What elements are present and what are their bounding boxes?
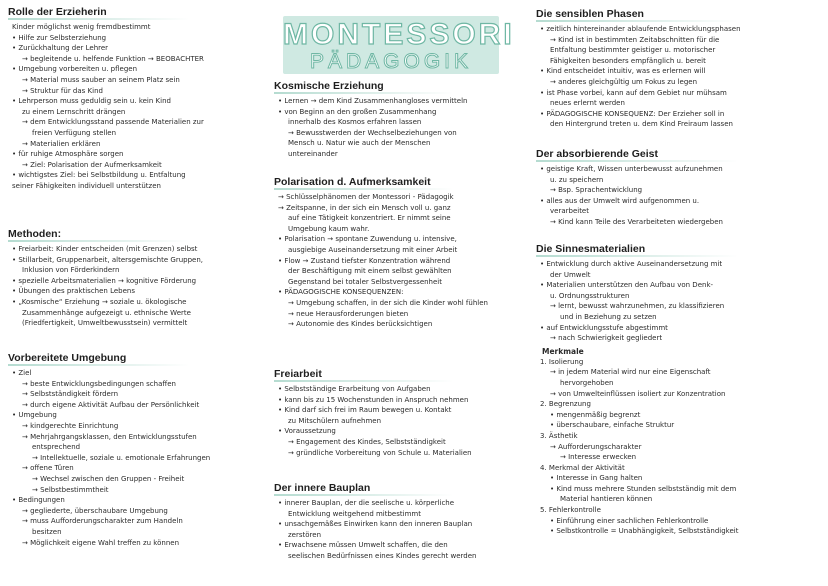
title-banner bbox=[283, 16, 515, 74]
note-line: • PÄDAGOGISCHE KONSEQUENZEN: bbox=[278, 288, 404, 297]
note-line: • Erwachsene müssen Umwelt schaffen, die den bbox=[278, 541, 448, 550]
section-heading: Rolle der Erzieherin bbox=[8, 6, 266, 20]
note-line: → nach Schwierigkeit gegliedert bbox=[550, 334, 663, 343]
note-line: → Bewusstwerden der Wechselbeziehungen von bbox=[288, 128, 457, 137]
note-line: • innerer Bauplan, der die seelische u. körperliche bbox=[278, 499, 455, 507]
note-line: → Materialien erklären bbox=[22, 139, 101, 148]
note-line: → offene Türen bbox=[22, 464, 74, 473]
note-line: • Kind muss mehrere Stunden selbstständig mit dem bbox=[550, 484, 737, 493]
note-line: • Zurückhaltung der Lehrer bbox=[12, 44, 109, 53]
note-line: • spezielle Arbeitsmaterialien → kognitive Förderung bbox=[12, 276, 197, 285]
note-line: u. Ordnungsstrukturen bbox=[550, 291, 630, 300]
note-line: • Selbstkontrolle = Unabhängigkeit, Selbstständigkeit bbox=[550, 527, 739, 536]
note-line: • auf Entwicklungsstufe abgestimmt bbox=[540, 323, 668, 332]
note-line: • Selbstständige Erarbeitung von Aufgaben bbox=[278, 385, 431, 393]
section-rolle-erzieherin bbox=[8, 6, 266, 192]
note-line: untereinander bbox=[288, 149, 338, 158]
section-absorbierender-geist bbox=[536, 148, 824, 228]
note-line: • Ziel bbox=[12, 369, 32, 377]
note-line: freien Verfügung stellen bbox=[32, 128, 117, 137]
note-line: Inklusion von Förderkindern bbox=[22, 266, 120, 275]
note-line: → von Umwelteinflüssen isoliert zur Konzentration bbox=[550, 389, 726, 398]
note-line: • Bedingungen bbox=[12, 496, 65, 505]
section-sinnesmaterialien bbox=[536, 243, 824, 537]
note-line: • Hilfe zur Selbsterziehung bbox=[12, 33, 107, 42]
note-line: zerstören bbox=[288, 530, 322, 539]
note-line: → Wechsel zwischen den Gruppen - Freiheit bbox=[32, 474, 185, 483]
note-line: Umgebung kaum wahr. bbox=[288, 224, 370, 233]
note-line: → kindgerechte Einrichtung bbox=[22, 421, 119, 430]
section-sensible-phasen bbox=[536, 8, 824, 130]
note-line: • Umgebung bbox=[12, 411, 57, 420]
note-line: → Umgebung schaffen, in der sich die Kinder wohl fühlen bbox=[288, 298, 488, 307]
note-line: • Umgebung vorbereiten u. pflegen bbox=[12, 65, 138, 74]
section-heading: Die sensiblen Phasen bbox=[536, 8, 824, 22]
note-line: → in jedem Material wird nur eine Eigenschaft bbox=[550, 368, 711, 377]
note-line: • Lehrperson muss geduldig sein u. kein Kind bbox=[12, 97, 171, 106]
section-heading: Die Sinnesmaterialien bbox=[536, 243, 824, 257]
note-line: → Bsp. Sprachentwicklung bbox=[550, 186, 643, 195]
note-line: • PÄDAGOGISCHE KONSEQUENZ: Der Erzieher soll in bbox=[540, 109, 725, 118]
note-line: → Möglichkeit eigene Wahl treffen zu können bbox=[22, 538, 180, 547]
section-heading: Methoden: bbox=[8, 228, 266, 242]
note-line: entsprechend bbox=[32, 443, 81, 452]
note-line: → Material muss sauber an seinem Platz sein bbox=[22, 75, 180, 84]
note-line: zu einem Lernschritt drängen bbox=[22, 107, 126, 116]
note-line: seelischen Bedürfnissen eines Kindes gerecht werden bbox=[288, 551, 477, 560]
note-line: • geistige Kraft, Wissen unterbewusst aufzunehmen bbox=[540, 165, 723, 173]
note-line: neues erlernt werden bbox=[550, 99, 625, 108]
note-line: → neue Herausforderungen bieten bbox=[288, 309, 409, 318]
title-paedagogik: PÄDAGOGIK bbox=[309, 50, 473, 73]
note-line: verarbeitet bbox=[550, 207, 589, 216]
title-montessori: MONTESSORI bbox=[283, 18, 515, 51]
note-line: • Einführung einer sachlichen Fehlerkontrolle bbox=[550, 516, 709, 525]
note-line: • Freiarbeit: Kinder entscheiden (mit Grenzen) selbst bbox=[12, 245, 198, 253]
note-line: → Kind kann Teile des Verarbeiteten wiedergeben bbox=[550, 217, 723, 226]
note-line: → dem Entwicklungsstand passende Materialien zur bbox=[22, 118, 204, 127]
note-line: • Voraussetzung bbox=[278, 427, 336, 436]
note-line: → Intellektuelle, soziale u. emotionale Erfahrungen bbox=[32, 453, 211, 462]
note-line: → Selbstständigkeit fördern bbox=[22, 390, 119, 399]
section-innerer-bauplan bbox=[274, 482, 530, 562]
note-line: zu Mitschülern aufnehmen bbox=[288, 416, 382, 425]
section-polarisation bbox=[274, 176, 530, 330]
note-line: Gegenstand bei totaler Selbstvergessenheit bbox=[288, 277, 442, 286]
note-line: • Polarisation → spontane Zuwendung u. intensive, bbox=[278, 235, 457, 244]
note-line: • von Beginn an den großen Zusammenhang bbox=[278, 107, 437, 116]
note-line: Mensch u. Natur wie auch der Menschen bbox=[288, 139, 431, 148]
note-line: Material hantieren können bbox=[560, 495, 653, 504]
note-line: • alles aus der Umwelt wird aufgenommen u. bbox=[540, 196, 700, 205]
note-line: • Kind darf sich frei im Raum bewegen u. Kontakt bbox=[278, 406, 452, 415]
note-line: • zeitlich hintereinander ablaufende Entwicklungsphasen bbox=[540, 25, 741, 33]
note-line: seiner Fähigkeiten individuell unterstützen bbox=[12, 181, 161, 190]
note-line: Zusammenhänge aufgezeigt u. ethnische Werte bbox=[22, 308, 191, 317]
note-line: → Engagement des Kindes, Selbstständigkeit bbox=[288, 437, 446, 446]
note-line: → Aufforderungscharakter bbox=[550, 442, 642, 451]
note-line: der Beschäftigung mit einem selbst gewählten bbox=[288, 267, 452, 276]
section-heading: Polarisation d. Aufmerksamkeit bbox=[274, 176, 530, 190]
note-line: • Lernen → dem Kind Zusammenhangloses vermitteln bbox=[278, 97, 468, 105]
note-line: → beste Entwicklungsbedingungen schaffen bbox=[22, 379, 176, 388]
note-line: • ist Phase vorbei, kann auf dem Gebiet nur mühsam bbox=[540, 88, 727, 97]
note-line: • unsachgemäßes Einwirken kann den inneren Bauplan bbox=[278, 520, 473, 529]
section-heading: Vorbereitete Umgebung bbox=[8, 352, 266, 366]
note-line: Entwicklung weitgehend mitbestimmt bbox=[288, 509, 421, 518]
note-line: 5. Fehlerkontrolle bbox=[540, 506, 601, 515]
note-line: → begleitende u. helfende Funktion → BEOBACHTER bbox=[22, 54, 204, 63]
note-line: (Friedfertigkeit, Umweltbewusstsein) vermittelt bbox=[22, 319, 188, 328]
note-line: → Interesse erwecken bbox=[560, 453, 637, 462]
note-line: auf eine Tätigkeit konzentriert. Er nimmt seine bbox=[288, 214, 451, 223]
note-line: und in Beziehung zu setzen bbox=[560, 312, 657, 321]
section-heading: Kosmische Erziehung bbox=[274, 80, 530, 94]
note-line: → Mehrjahrgangsklassen, den Entwicklungsstufen bbox=[22, 432, 197, 441]
note-line: → durch eigene Aktivität Aufbau der Persönlichkeit bbox=[22, 400, 200, 409]
note-line: 2. Begrenzung bbox=[540, 400, 591, 409]
note-line: • wichtigstes Ziel: bei Selbstbildung u. Entfaltung bbox=[12, 171, 186, 180]
note-line: • für ruhige Atmosphäre sorgen bbox=[12, 150, 124, 159]
note-line: → gegliederte, überschaubare Umgebung bbox=[22, 506, 168, 515]
section-vorbereitete-umgebung bbox=[8, 352, 266, 548]
note-line: den Hintergrund treten u. dem Kind Freiraum lassen bbox=[550, 120, 733, 129]
note-line: 3. Ästhetik bbox=[540, 431, 578, 440]
section-methoden bbox=[8, 228, 266, 329]
note-line: • Kind entscheidet intuitiv, was es erlernen will bbox=[540, 67, 706, 76]
note-line: Entfaltung bestimmter geistiger u. motorischer bbox=[550, 46, 716, 55]
note-line: • Interesse in Gang halten bbox=[550, 474, 643, 483]
note-line: → Autonomie des Kindes berücksichtigen bbox=[288, 320, 433, 329]
note-line: der Umwelt bbox=[550, 270, 591, 279]
note-line: → muss Aufforderungscharakter zum Handeln bbox=[22, 517, 183, 526]
note-line: 1. Isolierung bbox=[540, 357, 584, 366]
note-line: → Ziel: Polarisation der Aufmerksamkeit bbox=[22, 160, 162, 169]
note-line: → Struktur für das Kind bbox=[22, 86, 103, 95]
note-line: → lernt, bewusst wahrzunehmen, zu klassifizieren bbox=[550, 302, 725, 311]
section-heading: Freiarbeit bbox=[274, 368, 530, 382]
note-line: • Materialien unterstützen den Aufbau von Denk- bbox=[540, 281, 714, 290]
note-line: 4. Merkmal der Aktivität bbox=[540, 463, 625, 472]
note-line: Fähigkeiten besonders empfänglich u. bereit bbox=[550, 56, 706, 65]
note-line: • „Kosmische“ Erziehung → soziale u. ökologische bbox=[12, 297, 187, 306]
note-line: • Stillarbeit, Gruppenarbeit, altersgemischte Gruppen, bbox=[12, 255, 203, 264]
note-line: ausgiebige Auseinandersetzung mit einer Arbeit bbox=[288, 245, 458, 254]
note-line: → gründliche Vorbereitung von Schule u. Materialien bbox=[288, 448, 472, 457]
note-line: → anderes gleichgültig um Fokus zu legen bbox=[550, 77, 698, 86]
note-line: → Selbstbestimmtheit bbox=[32, 485, 109, 494]
note-line: besitzen bbox=[32, 527, 62, 536]
note-line: • kann bis zu 15 Wochenstunden in Anspruch nehmen bbox=[278, 395, 469, 404]
note-line: • Flow → Zustand tiefster Konzentration während bbox=[278, 256, 451, 265]
note-line: → Zeitspanne, in der sich ein Mensch voll u. ganz bbox=[278, 203, 451, 212]
note-line: • Entwicklung durch aktive Auseinandersetzung mit bbox=[540, 260, 723, 268]
subheading-merkmale: Merkmale bbox=[542, 346, 584, 356]
note-line: • Übungen des praktischen Lebens bbox=[12, 287, 135, 296]
note-line: Kinder möglichst wenig fremdbestimmt bbox=[12, 23, 151, 31]
note-line: • überschaubare, einfache Struktur bbox=[550, 421, 675, 430]
note-line: innerhalb des Kosmos erfahren lassen bbox=[288, 118, 422, 127]
note-line: u. zu speichern bbox=[550, 175, 604, 184]
note-line: → Schlüsselphänomen der Montessori - Pädagogik bbox=[278, 193, 454, 201]
note-line: → Kind ist in bestimmten Zeitabschnitten für die bbox=[550, 35, 720, 44]
section-heading: Der innere Bauplan bbox=[274, 482, 530, 496]
note-line: hervorgehoben bbox=[560, 378, 614, 387]
section-freiarbeit bbox=[274, 368, 530, 458]
section-kosmische-erziehung bbox=[274, 80, 530, 160]
section-heading: Der absorbierende Geist bbox=[536, 148, 824, 162]
note-line: • mengenmäßig begrenzt bbox=[550, 410, 641, 419]
